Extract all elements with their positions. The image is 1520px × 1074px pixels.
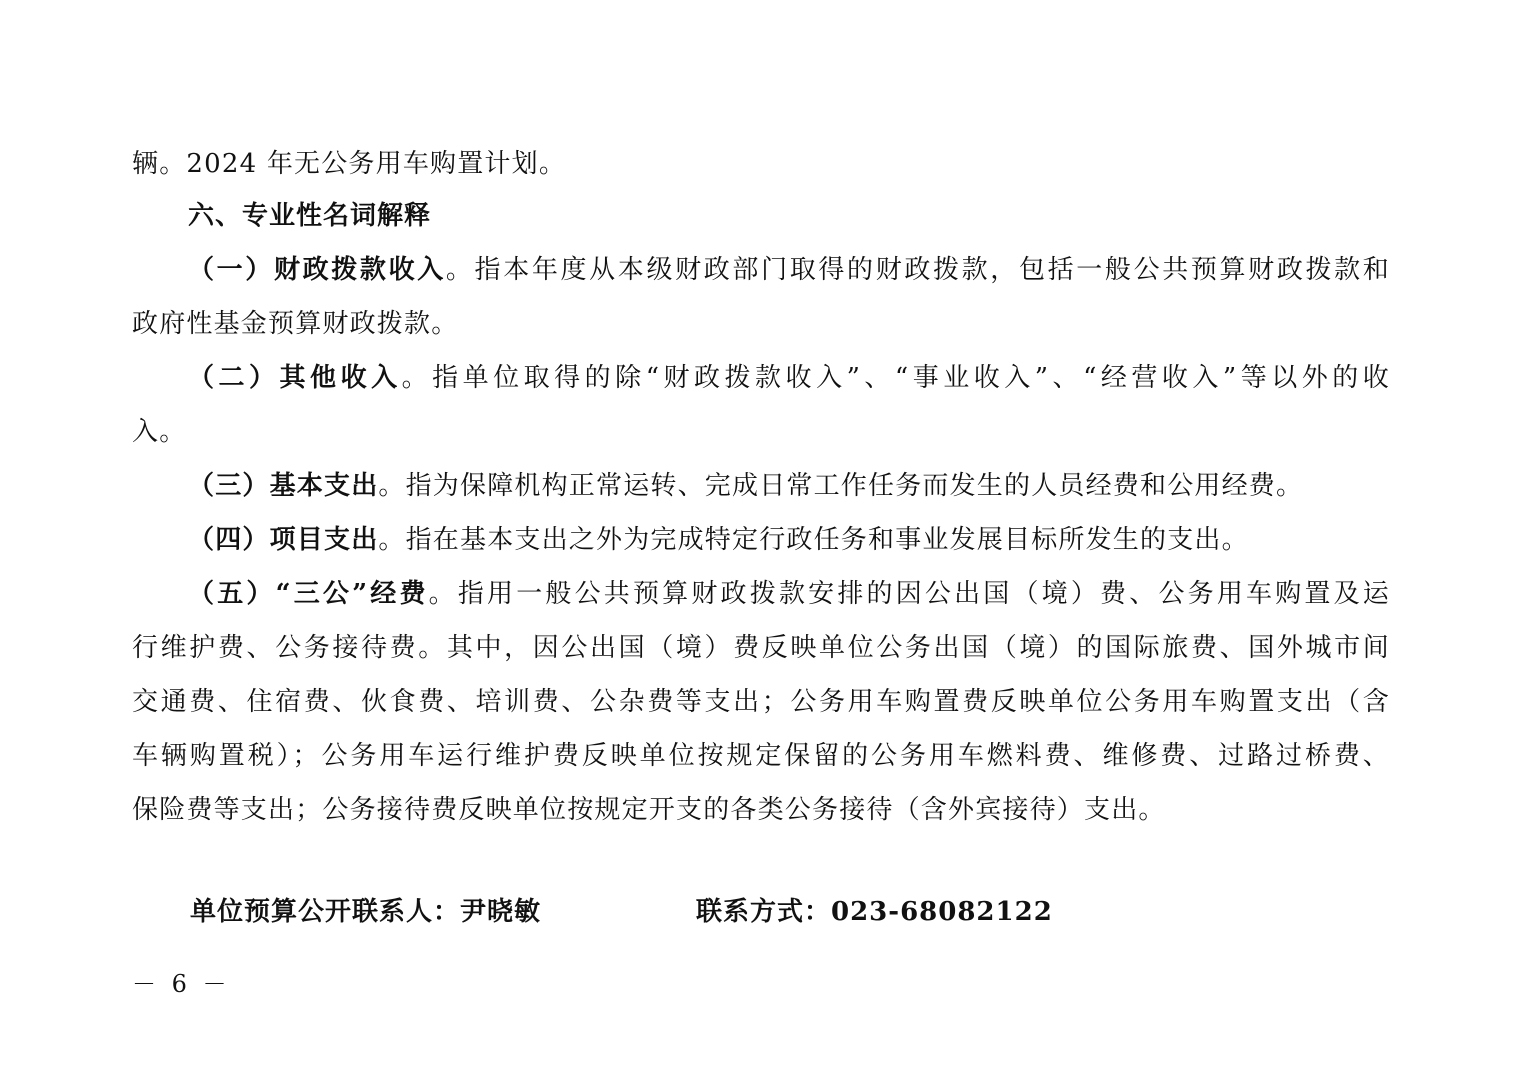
contact-phone: 联系方式：023-68082122 [696,897,1053,927]
term-5-title: （五）“三公”经费 [188,579,429,609]
term-2-line-1 [188,360,1390,396]
term-5-line-4: 车辆购置税）；公务用车运行维护费反映单位按规定保留的公务用车燃料费、维修费、过路过桥费、 [132,741,1390,771]
term-4-title: （四）项目支出 [188,525,379,555]
term-3-title: （三）基本支出 [188,471,379,501]
term-4-text: 。指在基本支出之外为完成特定行政任务和事业发展目标所发生的支出。 [378,525,1249,555]
term-5-line-2: 行维护费、公务接待费。其中，因公出国（境）费反映单位公务出国（境）的国际旅费、国外城市间 [132,633,1390,663]
term-3-text: 。指为保障机构正常运转、完成日常工作任务而发生的人员经费和公用经费。 [378,471,1304,501]
term-2-line-2: 入。 [132,417,187,447]
term-1-text: 。指本年度从本级财政部门取得的财政拨款，包括一般公共预算财政拨款和 [445,255,1390,285]
term-2-text: 。指单位取得的除“财政拨款收入”、“事业收入”、“经营收入”等以外的收 [401,363,1390,393]
term-5-line-1 [188,576,1390,612]
term-3-line-1 [188,468,1390,504]
page-number: － 6 － [132,970,231,998]
term-1-line-1 [188,252,1390,288]
intro-line: 辆。2024 年无公务用车购置计划。 [132,149,567,179]
term-1-title: （一）财政拨款收入 [188,255,446,285]
term-5-text: 。指用一般公共预算财政拨款安排的因公出国（境）费、公务用车购置及运 [428,579,1390,609]
term-4-line-1 [188,522,1390,558]
term-5-line-5: 保险费等支出；公务接待费反映单位按规定开支的各类公务接待（含外宾接待）支出。 [132,795,1166,825]
contact-person: 单位预算公开联系人：尹晓敏 [190,897,542,927]
term-2-title: （二）其他收入 [188,363,402,393]
section-heading: 六、专业性名词解释 [188,201,432,231]
term-1-line-2: 政府性基金预算财政拨款。 [132,309,459,339]
term-5-line-3: 交通费、住宿费、伙食费、培训费、公杂费等支出；公务用车购置费反映单位公务用车购置支出（含 [132,687,1390,717]
